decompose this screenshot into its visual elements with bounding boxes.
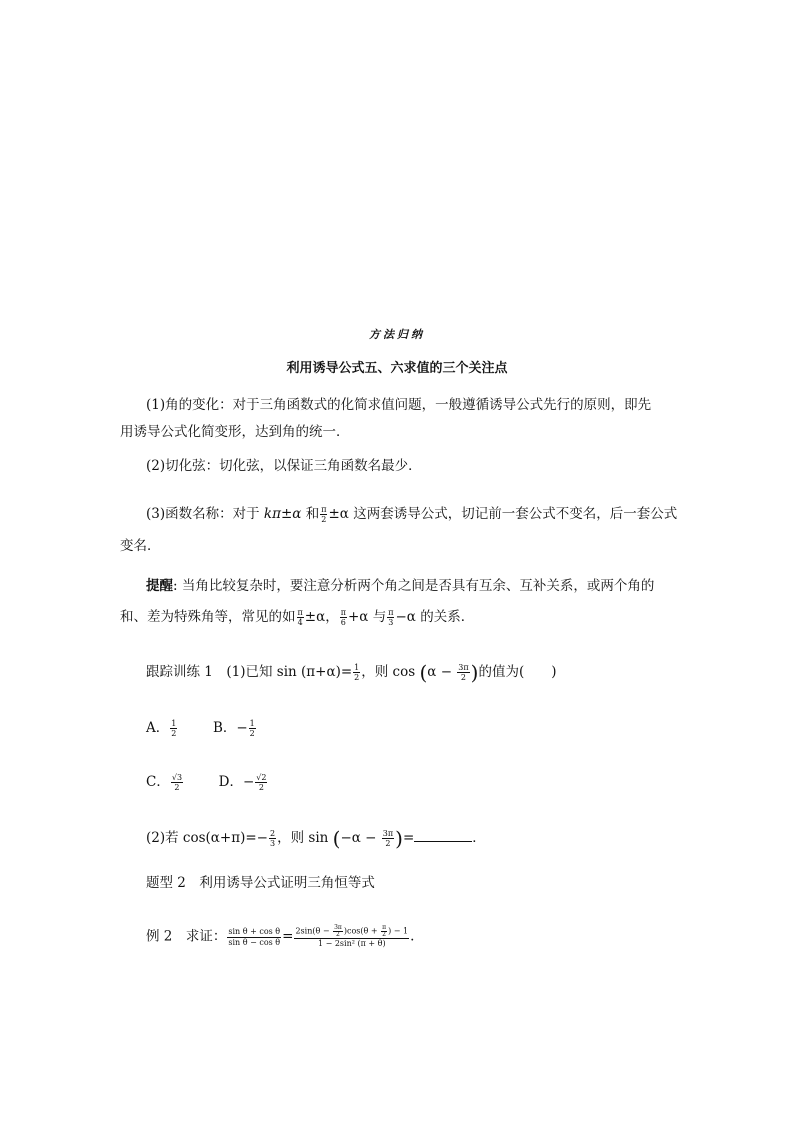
point-3-fraction: $\frac{\pi}{2}$: [321, 505, 327, 524]
options-row-2: [146, 773, 268, 792]
exercise-inner-fraction: $\frac{3\pi}{2}$: [458, 663, 469, 682]
point-3-post: 这两套诱导公式，切记前一套公式不变名，后一套公式: [348, 506, 678, 522]
exercise-question-2: (2)若 cos(α+π)=− $\frac{2}{3}$ ，则 sin (−α − $\frac{3\pi}{2}$ )= ．: [146, 826, 486, 851]
point-3-line-1: [146, 505, 677, 524]
tip-line-2: 和、差为特殊角等，常见的如 $\frac{\pi}{4}$ ±α， $\frac{\pi}{6}$ +α 与 $\frac{\pi}{3}$ −α 的关系．: [120, 608, 475, 627]
tip-fraction-3: $\frac{\pi}{3}$: [388, 608, 394, 627]
tip-label: 提醒: [146, 578, 173, 594]
point-3-k: kπ±α: [263, 506, 302, 522]
tip-fraction-1: $\frac{\pi}{4}$: [297, 608, 303, 627]
exercise-fraction: $\frac{1}{2}$: [354, 663, 360, 682]
point-3-line-2: 变名．: [120, 538, 161, 554]
point-3-and: 和: [301, 506, 320, 522]
answer-blank[interactable]: [414, 829, 472, 842]
point-1-line-2: 用诱导公式化简变形，达到角的统一．: [120, 424, 350, 440]
tip-line-1: [146, 577, 654, 595]
options-row-1: [146, 719, 257, 738]
example-rhs: 2sin(θ − $\frac{3\pi}{2}$ )cos(θ + $\frac{\pi}{2}$ ) − 1 1 − 2sin² (π + θ): [295, 924, 409, 948]
section-tag: 方法归纳: [369, 328, 425, 341]
point-3-text: (3)函数名称：对于: [146, 506, 264, 522]
point-1-line-1: (1)角的变化：对于三角函数式的化简求值问题，一般遵循诱导公式先行的原则，即先: [146, 397, 652, 413]
section-title: 利用诱导公式五、六求值的三个关注点: [286, 361, 508, 376]
exercise-question-1: 跟踪训练 1 (1)已知 sin (π+α)= $\frac{1}{2}$ ，则 cos (α − $\frac{3\pi}{2}$ )的值为( ): [146, 660, 557, 685]
option-b[interactable]: B．− $\frac{1}{2}$: [212, 719, 255, 738]
topic-2-heading: 题型 2 利用诱导公式证明三角恒等式: [146, 875, 375, 891]
point-3-pm: ±α: [328, 506, 349, 522]
point-2: (2)切化弦：切化弦，以保证三角函数名最少．: [146, 458, 422, 474]
tip-text: : 当角比较复杂时，要注意分析两个角之间是否具有互余、互补关系，或两个角的: [173, 578, 655, 594]
tip-fraction-2: $\frac{\pi}{6}$: [340, 608, 346, 627]
option-a[interactable]: A． $\frac{1}{2}$: [146, 719, 177, 738]
example-lhs: $\frac{\text{sin θ + cos θ}}{\text{sin θ − cos θ}}$: [228, 926, 281, 947]
option-c[interactable]: C． $\frac{√3}{2}$: [146, 773, 183, 792]
example-2: 例 2 求证： $\frac{\text{sin θ + cos θ}}{\text{sin θ − cos θ}}$ = 2sin(θ − $\frac{3\pi}{2}$ )cos(θ + $\frac{\pi}{2}$ ) − 1 1 − 2sin² (π + θ) .: [146, 924, 415, 948]
option-d[interactable]: D．− $\frac{√2}{2}$: [218, 773, 267, 792]
